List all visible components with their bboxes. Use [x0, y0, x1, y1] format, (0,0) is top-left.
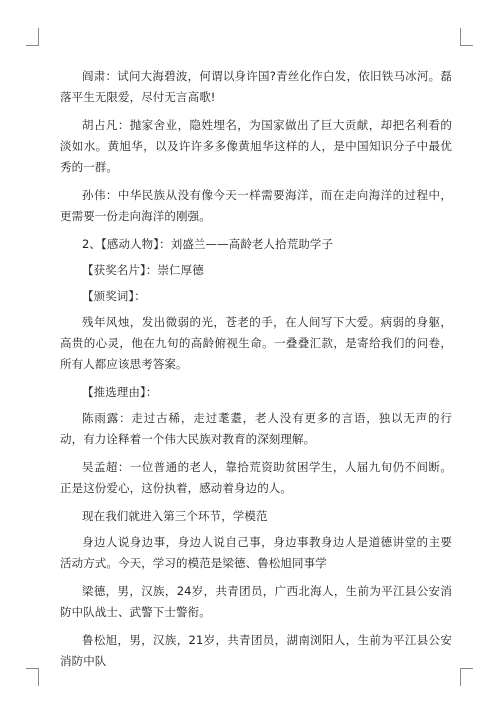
paragraph-third-section-intro: 现在我们就进入第三个环节，学模范 — [82, 509, 268, 523]
award-card-line: 【获奖名片】：崇仁厚德 — [82, 263, 204, 277]
crop-mark-top-left-vertical — [38, 28, 39, 46]
paragraph-liang-de-profile: 梁德，男，汉族，24岁，共青团员，广西北海人，生前为平江县公安消防中队战士、武警下士警衔。 — [60, 584, 452, 619]
crop-mark-top-right-vertical — [460, 28, 461, 46]
crop-mark-bottom-right-horizontal — [460, 668, 473, 669]
crop-mark-bottom-left-vertical — [38, 668, 39, 686]
paragraph-lu-songxu-profile: 鲁松旭，男，汉族，21岁，共青团员，湖南浏阳人，生前为平江县公安消防中队 — [60, 633, 452, 668]
paragraph-moral-lecture-method: 身边人说身边事，身边人说自己事，身边事教身边人是道德讲堂的主要活动方式。今天，学习的模范是梁德、鲁松旭同事学 — [60, 535, 452, 570]
nomination-reason-heading: 【推选理由】： — [82, 385, 158, 399]
crop-mark-top-left-horizontal — [26, 45, 39, 46]
paragraph-sun-wei-quote: 孙伟：中华民族从没有像今天一样需要海洋，而在走向海洋的过程中，更需要一份走向海洋的刚强。 — [60, 188, 452, 223]
section-heading-touching-person: 2、【感动人物】：刘盛兰——高龄老人拾荒助学子 — [82, 237, 334, 251]
paragraph-yan-su-quote: 阎肃：试问大海碧波，何谓以身许国?青丝化作白发，依旧铁马冰河。磊落平生无限爱，尽付无言高歌! — [60, 69, 452, 104]
document-body — [60, 66, 452, 679]
award-speech-heading: 【颁奖词】： — [82, 289, 146, 303]
paragraph-chen-yulu-quote: 陈雨露：走过古稀，走过耄耋，老人没有更多的言语，独以无声的行动，有力诠释着一个伟大民族对教育的深刻理解。 — [60, 411, 452, 446]
award-speech-text: 残年风烛，发出微弱的光，苍老的手，在人间写下大爱。病弱的身躯，高贵的心灵，他在九旬的高龄俯视生命。一叠叠汇款，是寄给我们的问卷，所有人都应该思考答案。 — [60, 315, 452, 371]
crop-mark-top-right-horizontal — [460, 45, 473, 46]
crop-mark-bottom-left-horizontal — [26, 668, 39, 669]
paragraph-hu-zhanfan-quote: 胡占凡：抛家舍业，隐姓埋名，为国家做出了巨大贡献，却把名利看的淡如水。黄旭华，以及许许多多像黄旭华这样的人，是中国知识分子中最优秀的一群。 — [60, 118, 452, 174]
crop-mark-bottom-right-vertical — [460, 668, 461, 686]
paragraph-wu-mengchao-quote: 吴孟超：一位普通的老人，靠拾荒资助贫困学生，人届九旬仍不间断。正是这份爱心，这份执着，感动着身边的人。 — [60, 460, 452, 495]
